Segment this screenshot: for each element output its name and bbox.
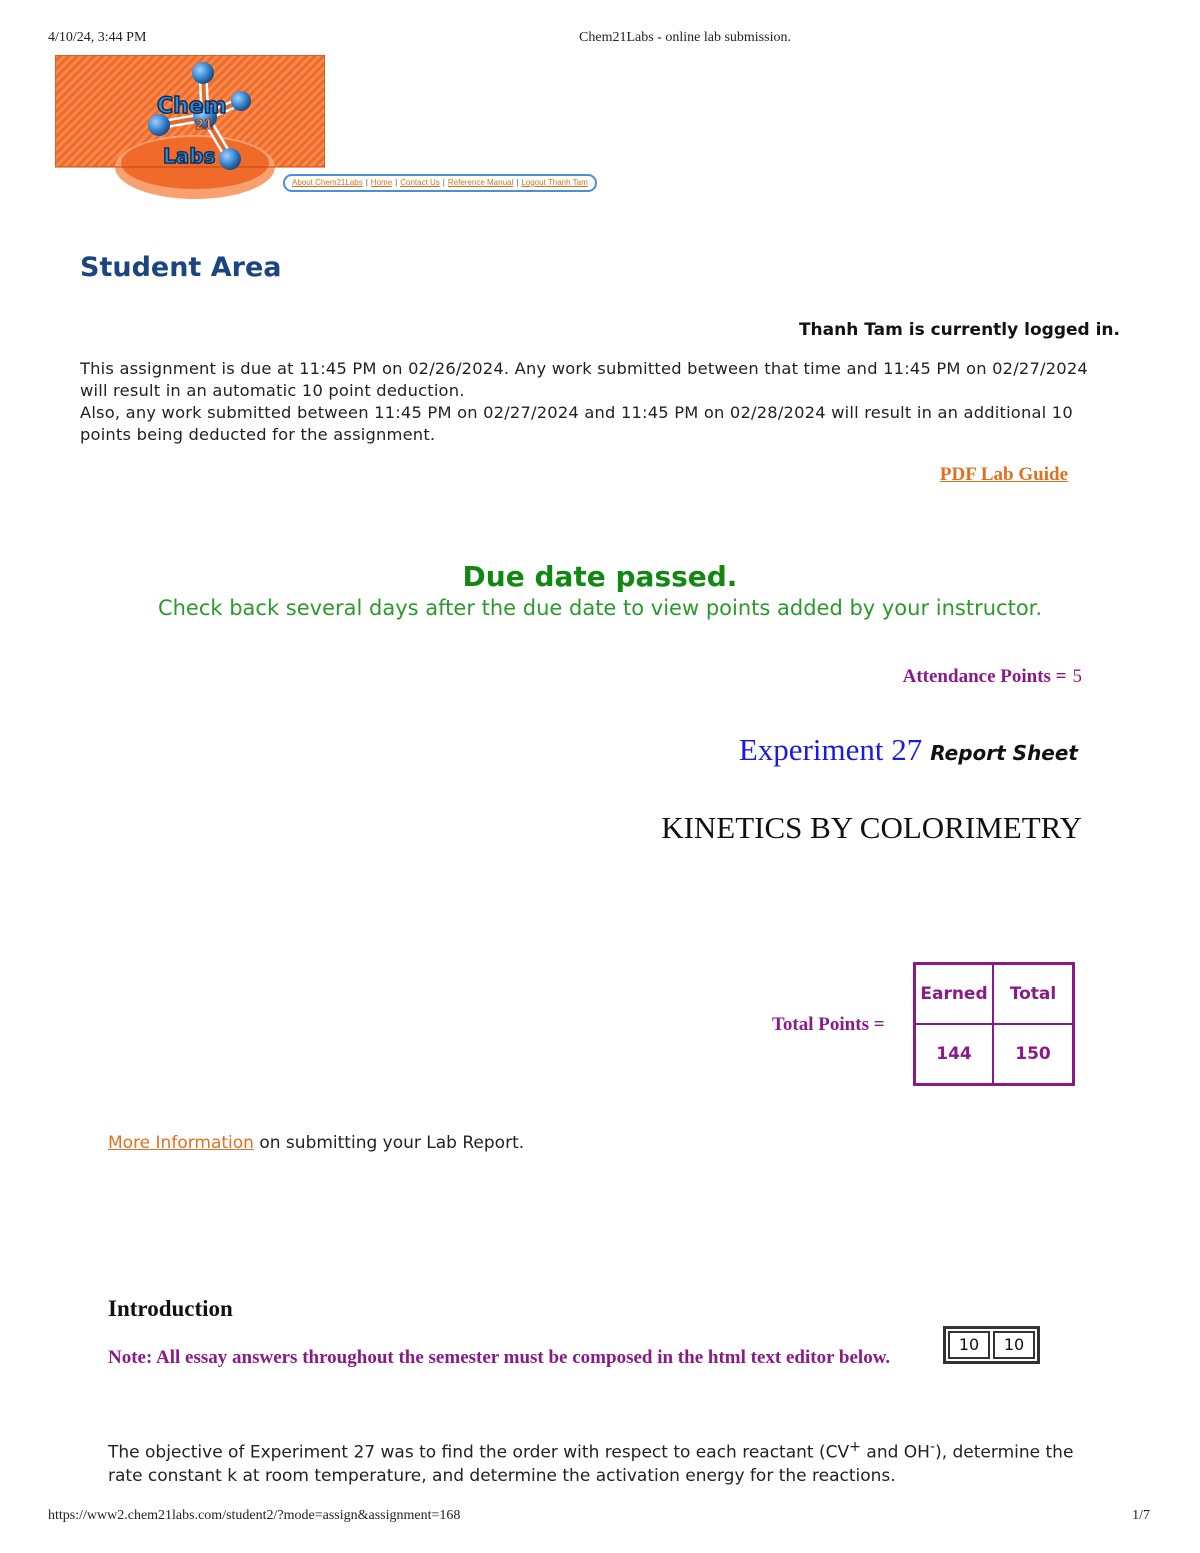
earned-header: Earned [915, 964, 994, 1025]
attendance-points [903, 666, 1082, 688]
introduction-score-total: 10 [993, 1331, 1035, 1359]
objective-text [108, 1436, 1108, 1488]
objective-part-a: The objective of Experiment 27 was to find the order with respect to each reactant (CV [108, 1442, 850, 1463]
attendance-label: Attendance Points = [902, 666, 1067, 687]
print-page-title: Chem21Labs - online lab submission. [579, 30, 791, 45]
logo-text-chem: Chem [157, 94, 227, 119]
experiment-name: KINETICS BY COLORIMETRY [661, 810, 1082, 845]
total-points-label: Total Points = [772, 1014, 885, 1035]
introduction-heading: Introduction [108, 1296, 233, 1321]
due-date-line-1: This assignment is due at 11:45 PM on 02/26/2024. Any work submitted between that time and 11:45 PM on 02/27/2024 will result in an automatic 10 point deduction. [80, 359, 1088, 400]
print-datetime: 4/10/24, 3:44 PM [48, 30, 147, 45]
logo-text-21: 21 [195, 118, 214, 133]
objective-superscript-minus: - [929, 1439, 936, 1455]
objective-superscript-plus: + [849, 1439, 861, 1455]
top-nav: About Chem21Labs | Home | Contact Us | Reference Manual | Logout Thanh Tam [283, 174, 597, 192]
attendance-value: 5 [1072, 666, 1082, 687]
print-page-number: 1/7 [1132, 1508, 1150, 1523]
nav-link-about[interactable]: About Chem21Labs [292, 178, 363, 187]
experiment-title [739, 732, 1078, 768]
logo-text-labs: Labs [163, 144, 216, 168]
experiment-number: Experiment 27 [738, 732, 923, 767]
page-title: Student Area [80, 252, 282, 283]
introduction-score-earned: 10 [948, 1331, 990, 1359]
earned-value: 144 [915, 1024, 994, 1085]
print-url: https://www2.chem21labs.com/student2/?mode=assign&assignment=168 [48, 1508, 461, 1523]
due-passed-message: Check back several days after the due date to view points added by your instructor. [157, 596, 1043, 620]
more-info-line [108, 1133, 524, 1153]
objective-part-c: ), determine the rate constant k at room temperature, and determine the activation energy for the reactions. [108, 1442, 1074, 1486]
due-passed-heading: Due date passed. [462, 560, 738, 593]
total-points-table [913, 962, 1075, 1086]
pdf-lab-guide-link[interactable]: PDF Lab Guide [939, 464, 1068, 485]
nav-link-reference-manual[interactable]: Reference Manual [447, 178, 514, 187]
due-date-line-2: Also, any work submitted between 11:45 PM on 02/27/2024 and 11:45 PM on 02/28/2024 will result in an additional 10 points being deducted for the assignment. [80, 403, 1073, 444]
more-info-text: on submitting your Lab Report. [253, 1133, 525, 1153]
report-sheet-label: Report Sheet [930, 741, 1078, 765]
total-header: Total [993, 964, 1074, 1025]
nav-link-logout[interactable]: Logout Thanh Tam [521, 178, 588, 187]
essay-note: Note: All essay answers throughout the semester must be composed in the html text editor below. [108, 1347, 891, 1368]
more-information-link[interactable]: More Information [108, 1133, 254, 1153]
objective-part-b: and OH [861, 1442, 930, 1463]
introduction-score [943, 1326, 1040, 1364]
due-date-notice [80, 358, 1120, 446]
total-value: 150 [993, 1024, 1074, 1085]
logged-in-status: Thanh Tam is currently logged in. [798, 320, 1120, 340]
nav-link-contact[interactable]: Contact Us [400, 178, 440, 187]
nav-link-home[interactable]: Home [370, 178, 393, 187]
